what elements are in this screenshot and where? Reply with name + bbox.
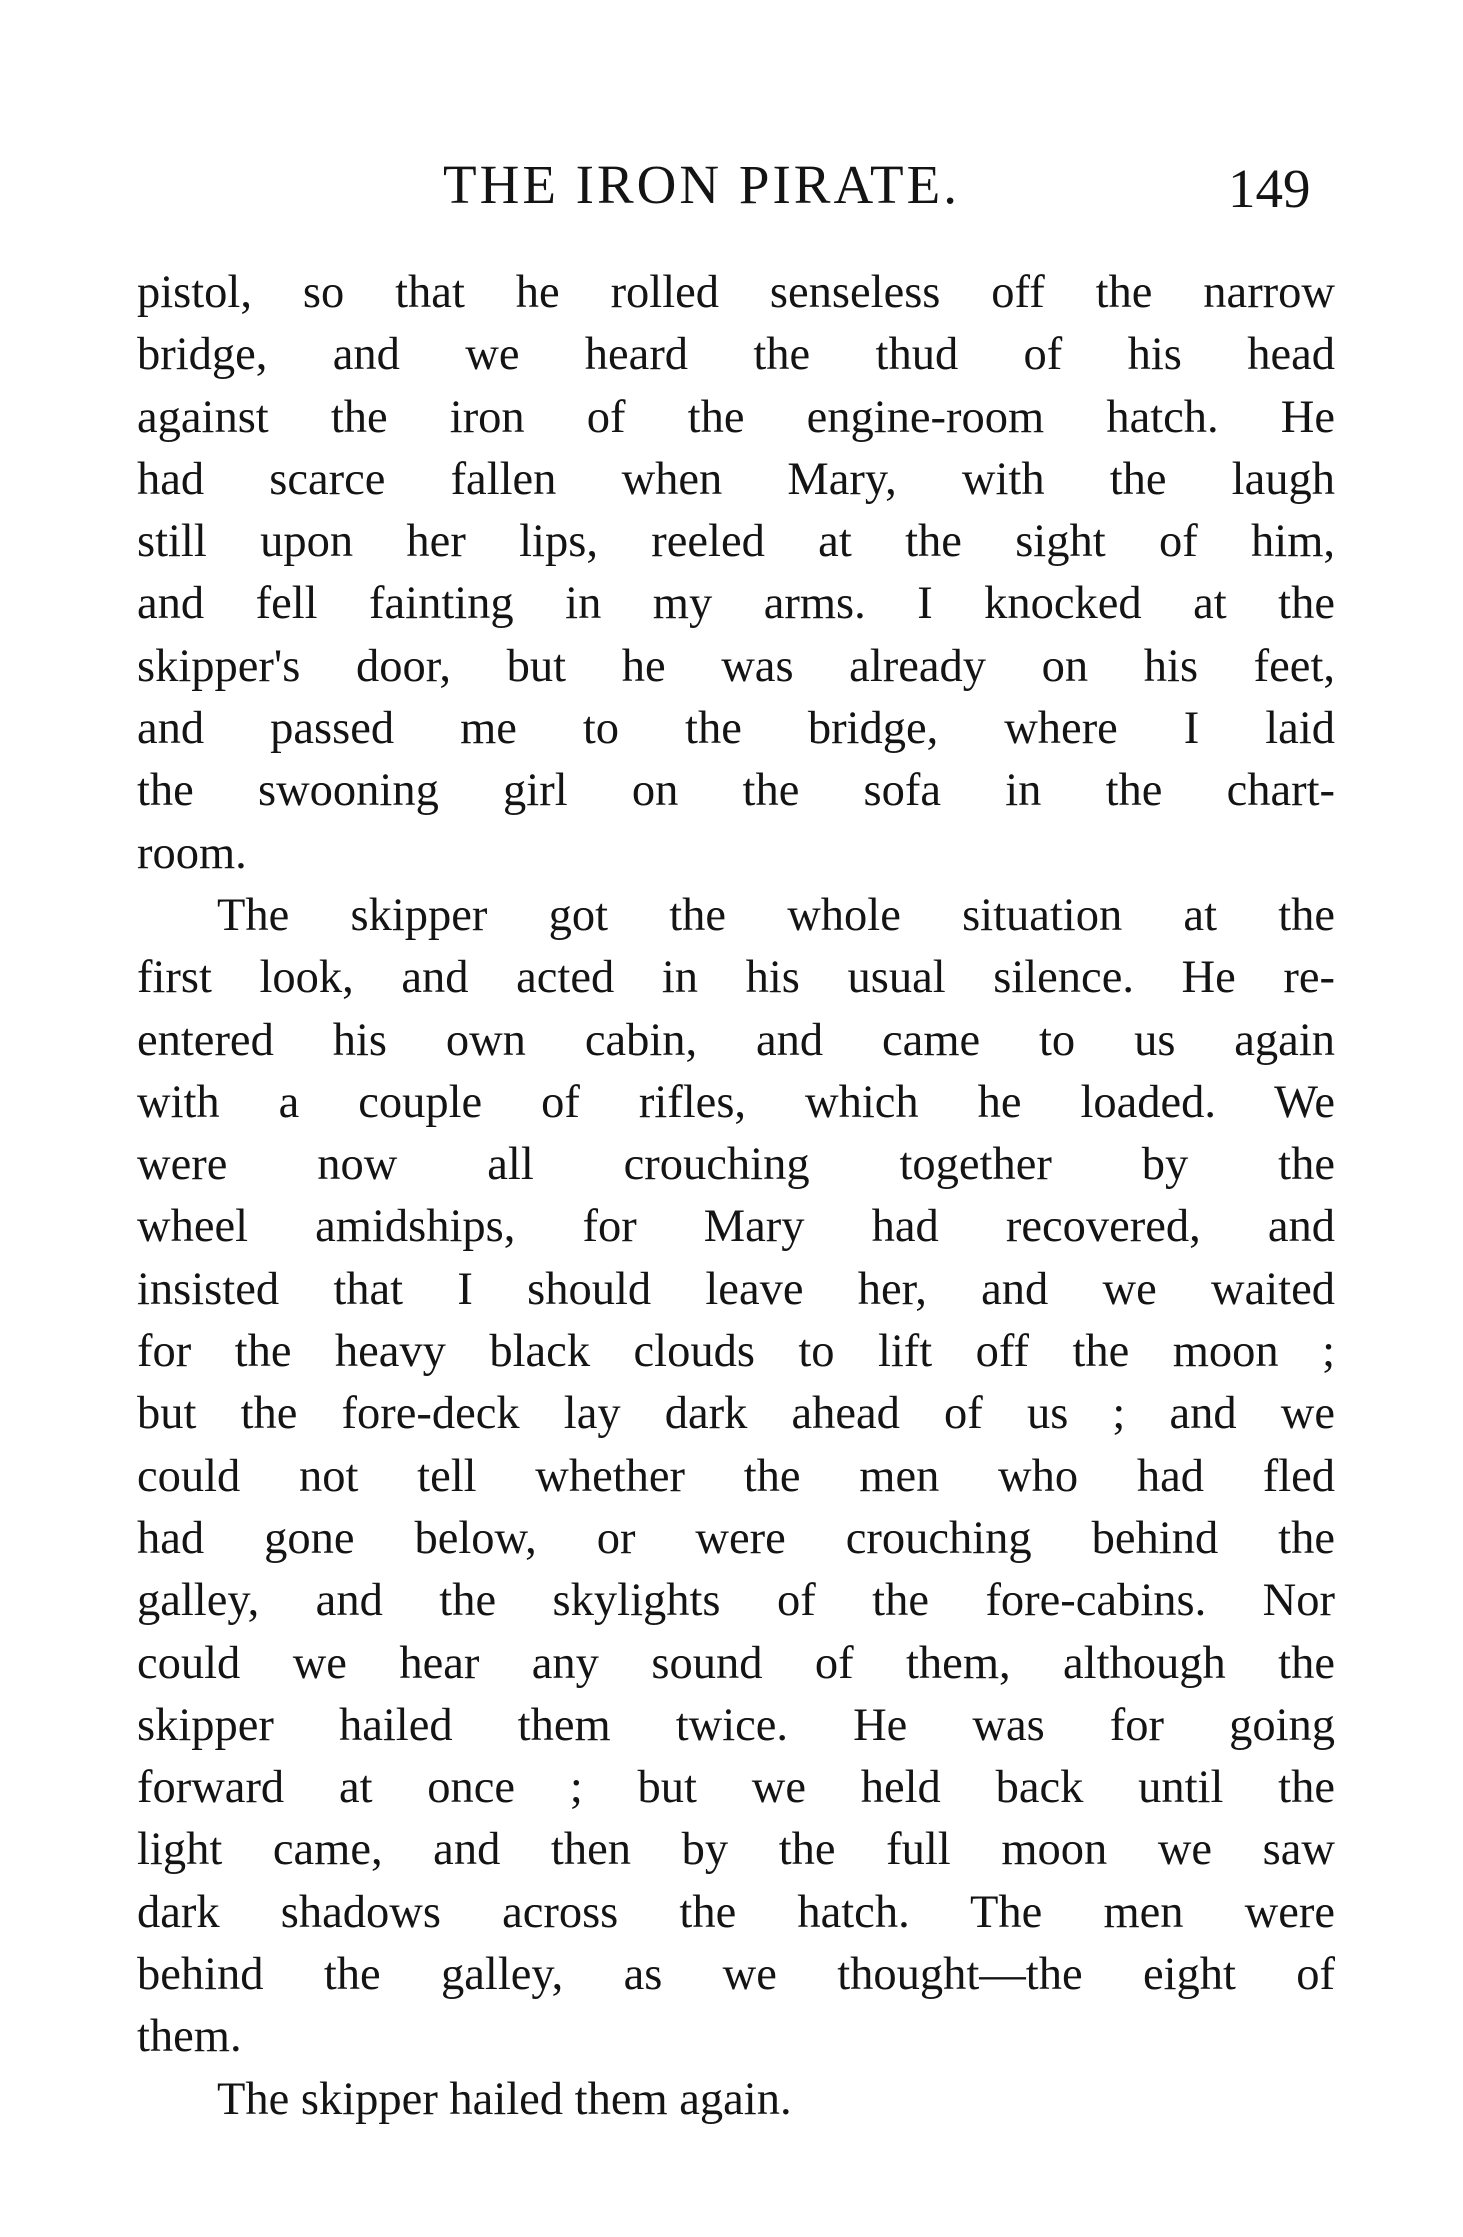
text-line: entered his own cabin, and came to us again: [137, 1014, 1335, 1066]
text-line: dark shadows across the hatch. The men were: [137, 1886, 1335, 1938]
text-line: could we hear any sound of them, although the: [137, 1637, 1335, 1689]
running-header: [0, 150, 1463, 220]
body-text: [137, 262, 1335, 2131]
text-line: still upon her lips, reeled at the sight of him,: [137, 516, 1335, 568]
text-line: could not tell whether the men who had fled: [137, 1450, 1335, 1502]
text-line: skipper hailed them twice. He was for going: [137, 1699, 1335, 1751]
text-line-paragraph-start: The skipper got the whole situation at the: [217, 889, 1335, 941]
text-line: for the heavy black clouds to lift off the moon ;: [137, 1326, 1335, 1378]
text-line: had scarce fallen when Mary, with the laugh: [137, 453, 1335, 505]
text-line: with a couple of rifles, which he loaded. We: [137, 1076, 1335, 1128]
text-line: had gone below, or were crouching behind the: [137, 1512, 1335, 1564]
page-number: 149: [1228, 158, 1311, 219]
text-line: galley, and the skylights of the fore-cabins. Nor: [137, 1575, 1335, 1627]
text-line: light came, and then by the full moon we saw: [137, 1824, 1335, 1876]
text-line: forward at once ; but we held back until the: [137, 1762, 1335, 1814]
text-line: behind the galley, as we thought—the eight of: [137, 1949, 1335, 2001]
text-line: wheel amidships, for Mary had recovered, and: [137, 1201, 1335, 1253]
text-line: the swooning girl on the sofa in the chart-: [137, 765, 1335, 817]
text-line: pistol, so that he rolled senseless off the narrow: [137, 267, 1335, 318]
text-line: first look, and acted in his usual silence. He re-: [137, 952, 1335, 1004]
text-line: bridge, and we heard the thud of his head: [137, 329, 1335, 381]
text-line-paragraph-end: them.: [137, 2011, 242, 2063]
text-line: against the iron of the engine-room hatch. He: [137, 391, 1335, 443]
text-line: and fell fainting in my arms. I knocked at the: [137, 578, 1335, 630]
text-line: insisted that I should leave her, and we waited: [137, 1263, 1335, 1315]
running-title: THE IRON PIRATE.: [443, 154, 961, 215]
text-line-paragraph-end: room.: [137, 827, 247, 879]
text-line: and passed me to the bridge, where I laid: [137, 703, 1335, 755]
text-line: skipper's door, but he was already on his feet,: [137, 640, 1335, 692]
text-line: were now all crouching together by the: [137, 1139, 1335, 1191]
text-line-paragraph-start: The skipper hailed them again.: [217, 2073, 792, 2125]
text-line: but the fore-deck lay dark ahead of us ; and we: [137, 1388, 1335, 1440]
